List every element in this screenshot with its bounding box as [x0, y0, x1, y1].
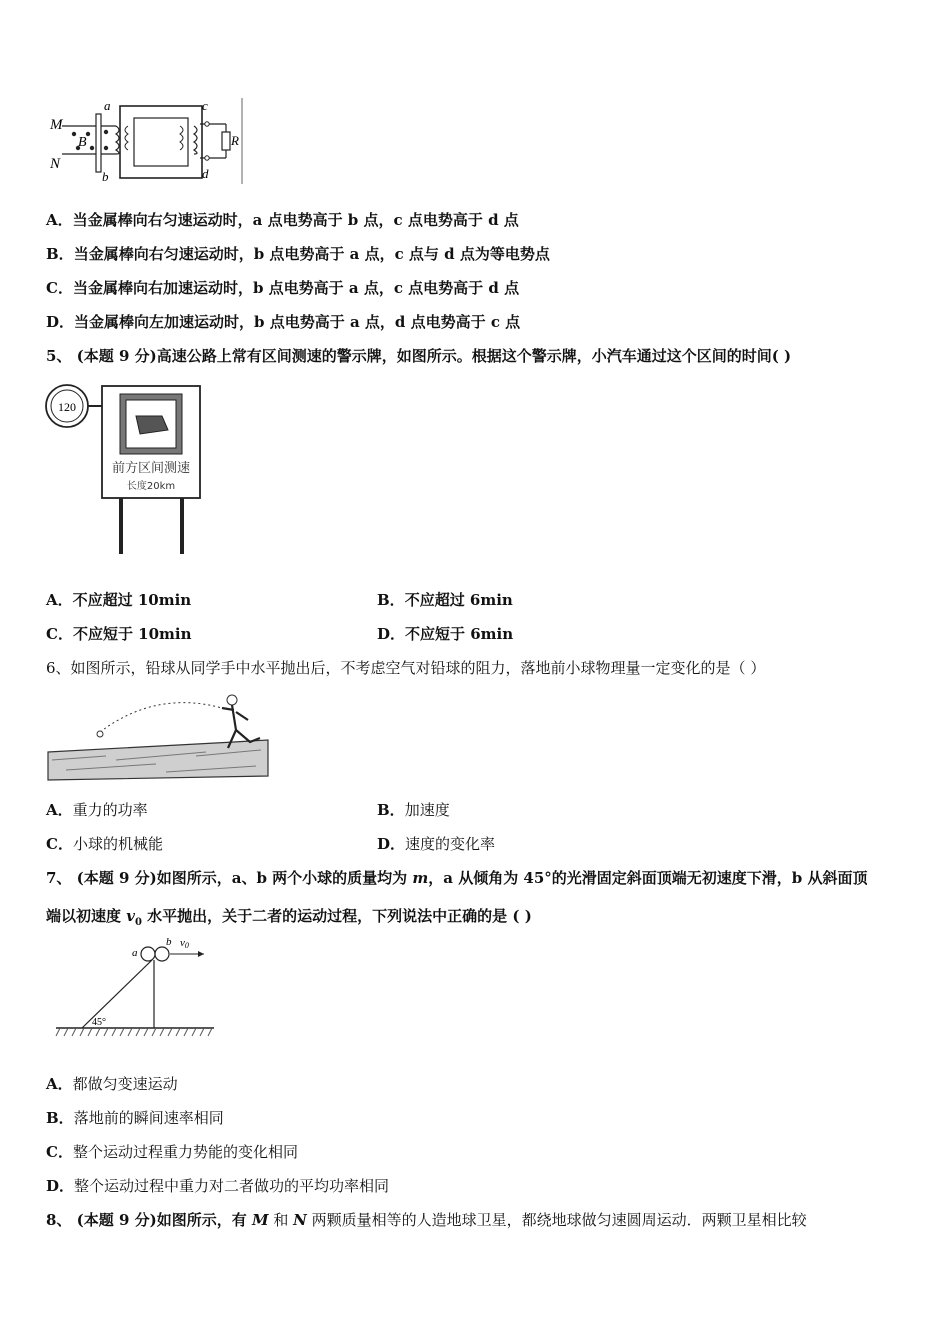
option-text: 不应超过 10min	[72, 591, 192, 609]
label-B: B	[78, 135, 87, 150]
stem-text: 两颗质量相等的人造地球卫星，都绕地球做匀速圆周运动．两颗卫星相比较	[306, 1211, 807, 1229]
label-c: c	[202, 98, 208, 113]
label-b: b	[166, 936, 172, 948]
option-text: 整个运动过程重力势能的变化相同	[72, 1143, 298, 1161]
q6-option-a	[46, 800, 148, 820]
option-key: A．	[46, 591, 73, 609]
q7-option-a	[46, 1074, 178, 1094]
q7-stem-line1	[46, 868, 868, 888]
label-v: v	[180, 937, 185, 949]
speed-zone-sign	[44, 380, 206, 556]
option-key: B．	[377, 591, 405, 609]
option-key: C．	[46, 835, 73, 853]
option-key: A．	[46, 211, 73, 229]
q5-stem: 5、 (本题 9 分)高速公路上常有区间测速的警示牌，如图所示。根据这个警示牌，小汽车通过这个区间的时间( )	[46, 347, 792, 365]
q6-stem: 6、如图所示，铅球从同学手中水平抛出后，不考虑空气对铅球的阻力，落地前小球物理量一定变化的是（ ）	[46, 659, 766, 677]
var-N: N	[293, 1211, 307, 1229]
option-text: 落地前的瞬间速率相同	[73, 1109, 224, 1127]
q4-option-a	[46, 210, 519, 230]
incline-diagram	[54, 934, 220, 1044]
student-head	[227, 695, 237, 705]
label-M: M	[50, 117, 63, 133]
option-key: D．	[46, 1177, 75, 1195]
q7-option-c	[46, 1142, 298, 1162]
angle-label: 45°	[92, 1017, 106, 1028]
q8-stem	[46, 1210, 807, 1230]
option-key: D．	[46, 313, 75, 331]
var-v0-subscript: 0	[134, 917, 142, 928]
label-a: a	[132, 947, 138, 959]
option-text: 当金属棒向右匀速运动时，a 点电势高于 b 点，c 点电势高于 d 点	[72, 211, 519, 229]
option-text: 不应短于 6min	[405, 625, 514, 643]
q7-stem-line2	[46, 906, 532, 933]
shot-put-illustration	[46, 690, 272, 786]
option-key: B．	[46, 245, 74, 263]
var-m: m	[412, 869, 429, 887]
sign-title: 前方区间测速	[111, 461, 191, 476]
var-v0: v	[126, 907, 135, 925]
option-text: 加速度	[404, 801, 450, 819]
q4-option-d	[46, 312, 520, 332]
stem-text: 7、 (本题 9 分)如图所示，a、b 两个小球的质量均为	[46, 869, 413, 887]
incline-projectile-figure	[54, 934, 220, 1044]
q7-option-d	[46, 1176, 389, 1196]
option-key: A．	[46, 1075, 73, 1093]
label-R: R	[231, 133, 239, 148]
label-a: a	[104, 98, 111, 113]
option-key: B．	[377, 801, 405, 819]
label-v0	[180, 937, 189, 950]
option-key: C．	[46, 279, 73, 297]
speed-limit-text: 120	[58, 400, 76, 414]
option-text: 当金属棒向右匀速运动时，b 点电势高于 a 点，c 点与 d 点为等电势点	[73, 245, 550, 263]
option-text: 速度的变化率	[405, 835, 496, 853]
option-key: A．	[46, 801, 73, 819]
stem-text: 水平抛出，关于二者的运动过程，下列说法中正确的是 ( )	[141, 907, 532, 925]
option-key: C．	[46, 625, 73, 643]
q4-option-c	[46, 278, 519, 298]
label-b: b	[102, 169, 109, 184]
label-d: d	[202, 166, 209, 181]
label-v-subscript: 0	[184, 941, 189, 950]
q5-option-d	[377, 624, 513, 644]
option-key: D．	[377, 835, 406, 853]
option-text: 当金属棒向右加速运动时，b 点电势高于 a 点，c 点电势高于 d 点	[72, 279, 520, 297]
option-text: 不应超过 6min	[404, 591, 513, 609]
q6-option-d	[377, 834, 495, 854]
var-M: M	[251, 1211, 269, 1229]
transformer-circuit-figure	[44, 96, 248, 188]
option-key: C．	[46, 1143, 73, 1161]
q6-option-c	[46, 834, 163, 854]
stem-text: 8、 (本题 9 分)如图所示，有	[46, 1211, 252, 1229]
label-N: N	[50, 156, 61, 172]
q7-option-b	[46, 1108, 224, 1128]
transformer-diagram	[44, 96, 248, 188]
q4-option-b	[46, 244, 550, 264]
speed-zone-sign-figure	[44, 380, 206, 556]
stem-text: 和	[268, 1211, 294, 1229]
q5-option-b	[377, 590, 513, 610]
stem-text: 端以初速度	[46, 907, 127, 925]
q6-option-b	[377, 800, 450, 820]
stem-text: ，a 从倾角为 45°的光滑固定斜面顶端无初速度下滑，b 从斜面顶	[428, 869, 868, 887]
option-text: 当金属棒向左加速运动时，b 点电势高于 a 点，d 点电势高于 c 点	[74, 313, 521, 331]
shot-put-figure	[46, 690, 272, 786]
option-key: D．	[377, 625, 406, 643]
option-text: 小球的机械能	[72, 835, 163, 853]
option-text: 都做匀变速运动	[72, 1075, 178, 1093]
option-text: 重力的功率	[72, 801, 148, 819]
sign-length: 长度20km	[126, 481, 176, 492]
q5-option-c	[46, 624, 192, 644]
q5-option-a	[46, 590, 191, 610]
option-text: 整个运动过程中重力对二者做功的平均功率相同	[74, 1177, 390, 1195]
option-text: 不应短于 10min	[72, 625, 192, 643]
option-key: B．	[46, 1109, 74, 1127]
